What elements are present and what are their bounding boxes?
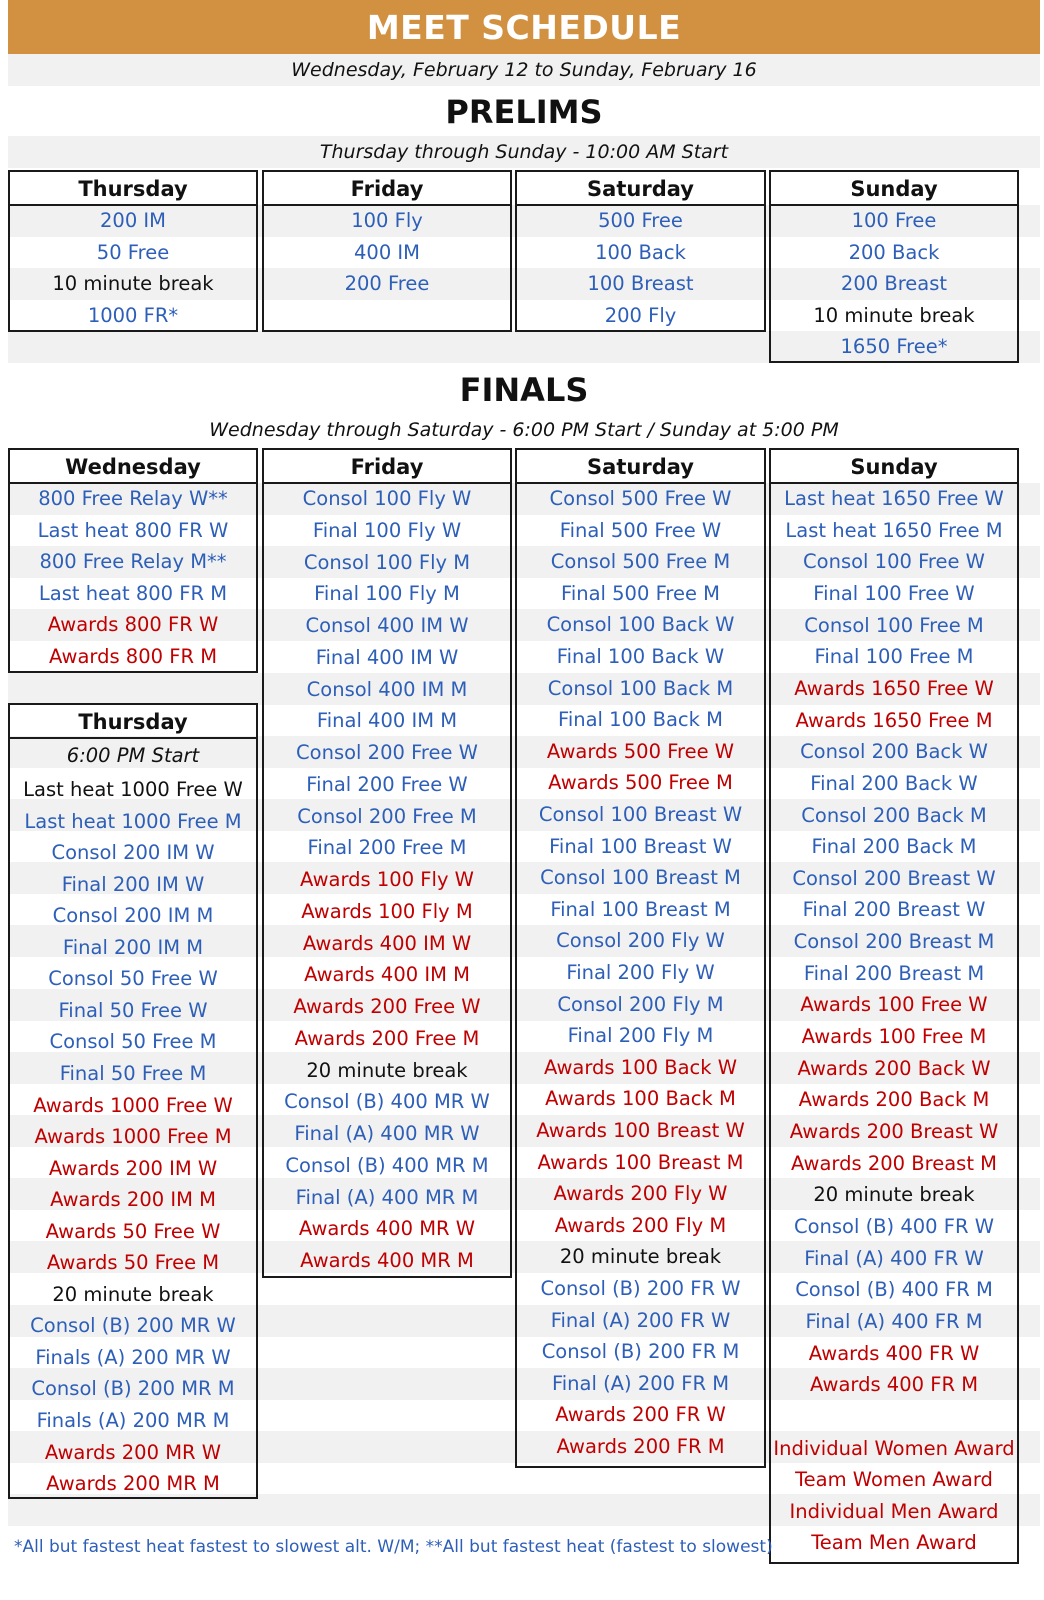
event-cell: Awards 400 FR M xyxy=(809,1373,979,1397)
event-cell: Awards 400 FR W xyxy=(808,1341,980,1365)
prelims-sunday-header: Sunday xyxy=(771,172,1017,206)
finals-wednesday-header: Wednesday xyxy=(10,450,256,484)
finals-heading: FINALS xyxy=(459,371,589,409)
event-cell: Consol 100 Breast W xyxy=(538,803,743,826)
event-cell: 800 Free Relay W** xyxy=(38,487,228,510)
event-cell: Final (A) 200 FR W xyxy=(550,1308,731,1332)
finals-saturday-table xyxy=(515,448,766,1468)
event-cell: Individual Women Award xyxy=(773,1436,1015,1460)
event-cell: 200 Breast xyxy=(840,272,948,295)
prelims-friday-table xyxy=(262,170,512,332)
event-cell: Final 200 Breast W xyxy=(802,898,986,922)
event-cell: Final 500 Free W xyxy=(559,518,722,542)
footnote: *All but fastest heat fastest to slowest alt. W/M; **All but fastest heat (fastest to slowest) xyxy=(14,1537,773,1557)
event-cell: Consol 50 Free M xyxy=(49,1030,217,1054)
event-cell: Consol 200 IM M xyxy=(52,904,214,928)
event-cell: 200 Fly xyxy=(604,303,677,327)
finals-thursday-table xyxy=(8,703,258,1499)
event-cell: Awards 200 Free M xyxy=(294,1026,480,1050)
event-cell: Final (A) 200 FR M xyxy=(551,1371,730,1395)
event-cell: Awards 200 MR M xyxy=(46,1472,220,1496)
event-cell: Awards 50 Free W xyxy=(45,1219,221,1243)
event-cell: Final 100 Fly M xyxy=(314,582,460,606)
event-cell: 100 Breast xyxy=(587,272,694,295)
event-cell: Final (A) 400 FR W xyxy=(804,1246,984,1270)
page-title: MEET SCHEDULE xyxy=(8,0,1040,54)
event-cell: Final (A) 400 MR M xyxy=(295,1185,479,1209)
event-cell: 1650 Free* xyxy=(840,335,948,358)
event-cell: Final 400 IM M xyxy=(316,709,458,733)
event-cell: Awards 200 Back M xyxy=(798,1088,990,1112)
prelims-thursday-table xyxy=(8,170,258,332)
event-cell: 1000 FR* xyxy=(87,303,179,327)
event-cell: Awards 200 Breast M xyxy=(790,1151,998,1175)
event-cell: 20 minute break xyxy=(52,1282,214,1306)
event-cell: Awards 500 Free W xyxy=(546,739,735,763)
event-cell: Finals (A) 200 MR W xyxy=(35,1345,231,1369)
event-cell: 200 Back xyxy=(848,240,940,264)
event-cell: Final 100 Breast M xyxy=(550,897,731,921)
event-cell: Last heat 800 FR M xyxy=(38,581,228,605)
event-cell: Awards 50 Free M xyxy=(46,1251,220,1275)
event-cell: 200 Free xyxy=(344,272,430,295)
event-cell: Consol (B) 200 FR M xyxy=(541,1340,740,1364)
prelims-friday-header: Friday xyxy=(264,172,510,206)
event-cell: Awards 400 IM W xyxy=(302,931,472,955)
prelims-subtitle: Thursday through Sunday - 10:00 AM Start xyxy=(8,136,1040,168)
event-cell: Consol 100 Breast M xyxy=(540,866,741,890)
event-cell: Team Women Award xyxy=(795,1468,993,1492)
event-cell: Team Men Award xyxy=(811,1531,977,1555)
event-cell: Consol 200 Free M xyxy=(297,804,477,828)
finals-friday-header: Friday xyxy=(264,450,510,484)
event-cell: 800 Free Relay M** xyxy=(39,550,227,574)
event-cell: Consol 400 IM W xyxy=(305,614,469,637)
event-cell: Awards 1650 Free W xyxy=(794,676,994,700)
event-cell: Awards 1650 Free M xyxy=(795,708,993,732)
event-cell: Awards 200 FR W xyxy=(555,1403,726,1427)
event-cell: Final 100 Breast W xyxy=(549,834,732,858)
prelims-thursday-header: Thursday xyxy=(10,172,256,206)
event-cell: Awards 100 Fly W xyxy=(300,868,474,891)
event-cell: Consol 100 Free M xyxy=(804,613,984,637)
event-cell: Awards 200 Fly M xyxy=(554,1213,727,1237)
event-cell: Final 200 Back W xyxy=(810,771,978,795)
event-cell: Final 50 Free M xyxy=(59,1061,207,1085)
date-range: Wednesday, February 12 to Sunday, February 16 xyxy=(8,54,1040,86)
event-cell: Consol 100 Back M xyxy=(547,676,734,700)
event-cell: Consol (B) 200 FR W xyxy=(540,1277,741,1300)
event-cell: Awards 200 Free W xyxy=(293,995,481,1018)
prelims-sunday-table xyxy=(769,170,1019,363)
event-cell: Last heat 800 FR W xyxy=(37,518,229,542)
event-cell: 50 Free xyxy=(96,240,170,264)
event-cell: Final 200 IM M xyxy=(62,935,204,959)
thursday-start-time: 6:00 PM Start xyxy=(66,744,200,767)
event-cell: Consol 200 Back W xyxy=(800,740,988,764)
finals-thursday-header: Thursday xyxy=(10,705,256,739)
event-cell: Awards 200 MR W xyxy=(44,1440,222,1464)
prelims-saturday-header: Saturday xyxy=(517,172,764,206)
event-cell: 100 Fly xyxy=(351,209,423,232)
event-cell: Final 200 Breast M xyxy=(803,961,985,985)
event-cell: Awards 800 FR W xyxy=(47,613,219,637)
event-cell: Last heat 1650 Free W xyxy=(784,487,1004,510)
event-cell: Consol (B) 400 FR W xyxy=(793,1214,995,1238)
event-cell: Finals (A) 200 MR M xyxy=(36,1409,230,1432)
finals-sunday-header: Sunday xyxy=(771,450,1017,484)
event-cell: Awards 200 FR M xyxy=(556,1435,725,1458)
event-cell: Consol 100 Free W xyxy=(803,550,985,574)
event-cell: Final 100 Free W xyxy=(813,581,975,605)
event-cell: Consol 100 Fly W xyxy=(302,487,472,510)
event-cell: Awards 500 Free M xyxy=(548,771,733,795)
event-cell: Last heat 1000 Free W xyxy=(23,778,243,801)
event-cell: 20 minute break xyxy=(306,1058,468,1082)
event-cell: Individual Men Award xyxy=(789,1499,999,1523)
event-cell: Consol 200 IM W xyxy=(51,841,215,865)
event-cell: Final 100 Free M xyxy=(814,645,974,669)
event-cell: Consol 100 Fly M xyxy=(303,550,471,574)
event-cell: Awards 100 Breast W xyxy=(536,1119,745,1142)
event-cell: Awards 100 Breast M xyxy=(537,1150,744,1174)
event-cell: Consol (B) 200 MR M xyxy=(31,1377,235,1401)
event-cell: Final 400 IM W xyxy=(315,645,459,669)
event-cell: Final 500 Free M xyxy=(561,581,720,605)
event-cell: Final 100 Back M xyxy=(558,708,723,732)
event-cell: Consol 200 Free W xyxy=(296,741,478,764)
event-cell: Final (A) 400 FR M xyxy=(805,1309,983,1333)
event-cell: Awards 200 IM M xyxy=(50,1188,216,1212)
event-cell: Consol 200 Breast M xyxy=(793,930,995,954)
event-cell: Awards 100 Free W xyxy=(800,993,988,1017)
event-cell: Consol (B) 400 MR W xyxy=(284,1090,490,1114)
event-cell: Consol (B) 400 MR M xyxy=(285,1153,489,1177)
event-cell: Awards 200 Back W xyxy=(797,1056,991,1080)
event-cell: Awards 200 IM W xyxy=(48,1156,218,1180)
event-cell: 10 minute break xyxy=(813,303,975,327)
finals-wednesday-table xyxy=(8,448,258,673)
event-cell: Awards 400 IM M xyxy=(304,963,470,987)
event-cell: Final 200 Fly W xyxy=(566,961,715,984)
event-cell: Consol 200 Fly M xyxy=(557,992,724,1016)
event-cell: 200 IM xyxy=(100,209,166,232)
event-cell: Consol 400 IM M xyxy=(306,677,468,701)
event-cell: Final (A) 400 MR W xyxy=(294,1122,480,1145)
event-cell: Awards 1000 Free M xyxy=(34,1125,232,1149)
event-cell: Awards 100 Fly M xyxy=(301,899,473,923)
event-cell: 10 minute break xyxy=(52,272,214,295)
event-cell: Final 200 Back M xyxy=(811,835,977,859)
prelims-heading: PRELIMS xyxy=(445,93,603,131)
prelims-saturday-table xyxy=(515,170,766,332)
event-cell: 20 minute break xyxy=(813,1183,975,1207)
event-cell: Consol 500 Free M xyxy=(550,550,731,574)
event-cell: Final 200 Free W xyxy=(306,772,468,796)
event-cell: Consol 200 Fly W xyxy=(556,929,725,953)
event-cell: Final 100 Fly W xyxy=(312,518,462,542)
event-cell: 500 Free xyxy=(598,209,683,232)
event-cell: 400 IM xyxy=(354,240,420,264)
event-cell: Awards 100 Free M xyxy=(801,1025,987,1049)
event-cell: Consol 100 Back W xyxy=(546,613,735,637)
event-cell: 100 Back xyxy=(595,240,686,264)
event-cell: Final 50 Free W xyxy=(58,998,208,1022)
event-cell: Consol 500 Free W xyxy=(549,487,732,510)
finals-friday-table xyxy=(262,448,512,1278)
finals-sunday-table xyxy=(769,448,1019,1564)
event-cell: Awards 200 Breast W xyxy=(789,1120,999,1143)
event-cell: Awards 100 Back W xyxy=(543,1055,738,1079)
event-cell: Awards 800 FR M xyxy=(48,645,218,668)
event-cell: Consol (B) 400 FR M xyxy=(795,1278,993,1302)
event-cell: Consol (B) 200 MR W xyxy=(30,1314,236,1338)
event-cell: Awards 400 MR M xyxy=(300,1249,474,1272)
event-cell: Consol 200 Back M xyxy=(801,803,987,827)
event-cell: Awards 400 MR W xyxy=(298,1217,476,1241)
event-cell: 100 Free xyxy=(851,209,937,232)
event-cell: Final 200 Free M xyxy=(307,836,467,860)
finals-subtitle: Wednesday through Saturday - 6:00 PM Start / Sunday at 5:00 PM xyxy=(8,414,1040,446)
finals-saturday-header: Saturday xyxy=(517,450,764,484)
event-cell: Awards 200 Fly W xyxy=(553,1182,728,1206)
event-cell: Last heat 1650 Free M xyxy=(785,518,1003,542)
event-cell: Final 200 IM W xyxy=(61,872,205,896)
event-cell: Consol 50 Free W xyxy=(48,967,218,991)
event-cell: 20 minute break xyxy=(559,1245,722,1269)
event-cell: Awards 100 Back M xyxy=(545,1087,736,1111)
event-cell: Final 100 Back W xyxy=(556,645,725,668)
event-cell: Last heat 1000 Free M xyxy=(24,809,242,833)
event-cell: Consol 200 Breast W xyxy=(792,866,996,890)
event-cell: Final 200 Fly M xyxy=(567,1024,714,1048)
event-cell: Awards 1000 Free W xyxy=(33,1093,233,1117)
